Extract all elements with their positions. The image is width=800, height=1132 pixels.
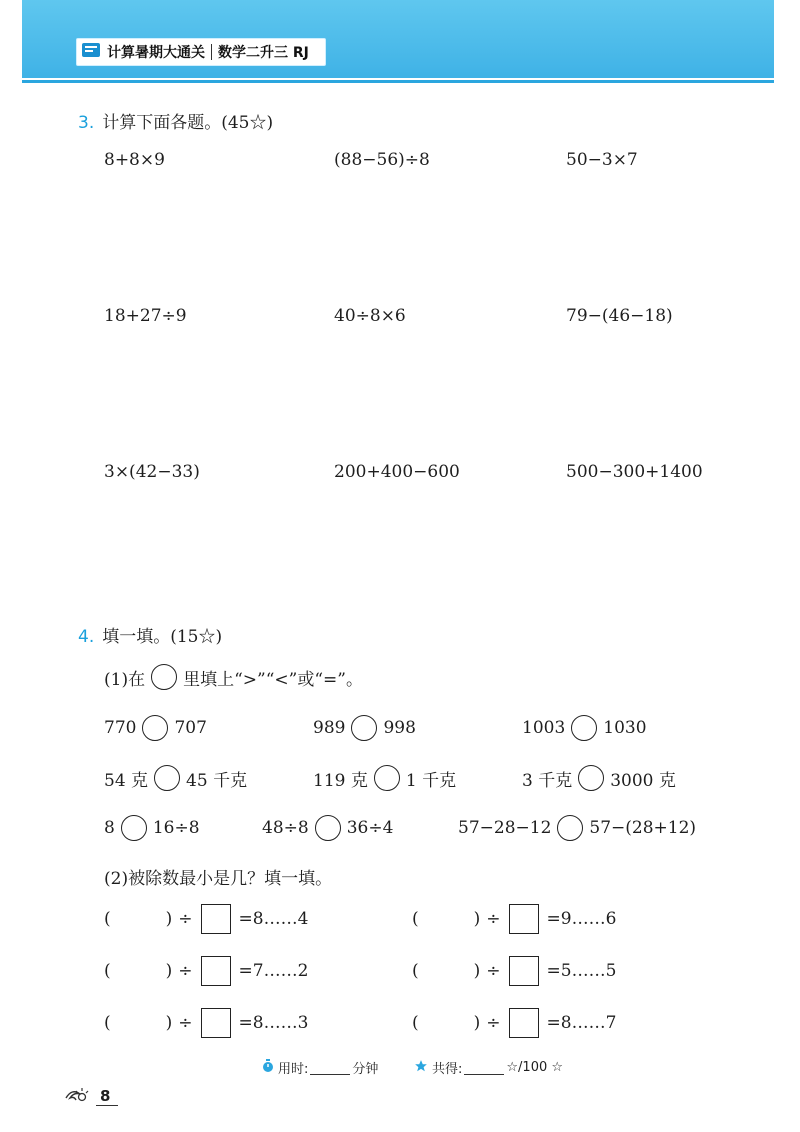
book-icon bbox=[81, 42, 101, 62]
book-title-sub: 数学二升三 RJ bbox=[218, 45, 309, 61]
score-blank[interactable] bbox=[464, 1060, 504, 1075]
division-item-2 bbox=[412, 903, 616, 935]
page-number-box bbox=[62, 1084, 118, 1108]
book-title-box bbox=[76, 38, 326, 66]
example-circle bbox=[151, 664, 177, 690]
divisor-box[interactable] bbox=[509, 1008, 539, 1038]
paren-close: ) bbox=[473, 961, 481, 981]
answer-circle[interactable] bbox=[154, 765, 180, 791]
compare-right: 57−(28+12) bbox=[589, 818, 697, 838]
compare-item-7 bbox=[104, 813, 200, 843]
compare-item-3 bbox=[522, 713, 647, 743]
score-unit: ☆/100 ☆ bbox=[506, 1060, 564, 1075]
compare-left: 8 bbox=[104, 818, 115, 838]
part-1-label-before: (1)在 bbox=[104, 669, 146, 690]
compare-right: 998 bbox=[383, 718, 416, 738]
divisor-box[interactable] bbox=[201, 904, 231, 934]
compare-right: 1030 bbox=[603, 718, 647, 738]
divide-sign: ÷ bbox=[486, 1013, 501, 1033]
time-blank[interactable] bbox=[310, 1060, 350, 1075]
time-label: 用时: bbox=[278, 1062, 309, 1077]
compare-item-5 bbox=[313, 763, 456, 793]
answer-circle[interactable] bbox=[351, 715, 377, 741]
compare-item-1 bbox=[104, 713, 207, 743]
paren-close: ) bbox=[165, 961, 173, 981]
sun-icon bbox=[62, 1084, 92, 1108]
answer-circle[interactable] bbox=[374, 765, 400, 791]
section-3-number: 3. bbox=[78, 113, 95, 133]
expression-7: 3×(42−33) bbox=[104, 462, 200, 482]
compare-left: 57−28−12 bbox=[458, 818, 552, 838]
division-result: =7……2 bbox=[238, 961, 309, 981]
paren-close: ) bbox=[165, 1013, 173, 1033]
compare-left: 3 千克 bbox=[522, 770, 573, 791]
expression-8: 200+400−600 bbox=[334, 462, 460, 482]
divisor-box[interactable] bbox=[509, 904, 539, 934]
expression-5: 40÷8×6 bbox=[334, 306, 406, 326]
part-2-instruction: (2)被除数最小是几？填一填。 bbox=[104, 868, 333, 889]
compare-right: 45 千克 bbox=[186, 770, 248, 791]
division-item-6 bbox=[412, 1007, 616, 1039]
section-4-title-text: 填一填。(15☆) bbox=[102, 627, 223, 647]
score-total bbox=[414, 1058, 563, 1077]
time-spent bbox=[262, 1058, 378, 1077]
paren-open: ( bbox=[412, 961, 419, 981]
expression-2: (88−56)÷8 bbox=[334, 150, 430, 170]
compare-item-2 bbox=[313, 713, 416, 743]
answer-circle[interactable] bbox=[142, 715, 168, 741]
paren-open: ( bbox=[104, 1013, 111, 1033]
paren-open: ( bbox=[104, 961, 111, 981]
compare-right: 16÷8 bbox=[152, 818, 200, 838]
expression-9: 500−300+1400 bbox=[566, 462, 703, 482]
answer-circle[interactable] bbox=[578, 765, 604, 791]
compare-left: 989 bbox=[313, 718, 346, 738]
section-3-title bbox=[78, 108, 273, 133]
compare-left: 1003 bbox=[522, 718, 566, 738]
title-separator bbox=[211, 44, 212, 60]
star-icon bbox=[414, 1059, 428, 1077]
answer-circle[interactable] bbox=[315, 815, 341, 841]
divisor-box[interactable] bbox=[201, 956, 231, 986]
divisor-box[interactable] bbox=[201, 1008, 231, 1038]
time-unit: 分钟 bbox=[352, 1062, 379, 1077]
paren-open: ( bbox=[412, 909, 419, 929]
division-result: =8……3 bbox=[238, 1013, 309, 1033]
expression-1: 8+8×9 bbox=[104, 150, 165, 170]
part-1-label-after: 里填上“>”“<”或“=”。 bbox=[183, 669, 363, 690]
division-item-4 bbox=[412, 955, 616, 987]
division-result: =5……5 bbox=[546, 961, 617, 981]
compare-right: 1 千克 bbox=[405, 770, 457, 791]
division-item-3 bbox=[104, 955, 308, 987]
page-number: 8 bbox=[96, 1087, 118, 1106]
paren-close: ) bbox=[473, 909, 481, 929]
expression-4: 18+27÷9 bbox=[104, 306, 187, 326]
paren-open: ( bbox=[104, 909, 111, 929]
divide-sign: ÷ bbox=[178, 909, 193, 929]
paren-close: ) bbox=[473, 1013, 481, 1033]
divide-sign: ÷ bbox=[486, 909, 501, 929]
compare-right: 36÷4 bbox=[346, 818, 394, 838]
compare-left: 54 克 bbox=[104, 770, 149, 791]
paren-open: ( bbox=[412, 1013, 419, 1033]
division-item-5 bbox=[104, 1007, 308, 1039]
expression-3: 50−3×7 bbox=[566, 150, 638, 170]
compare-left: 119 克 bbox=[313, 770, 368, 791]
compare-left: 48÷8 bbox=[262, 818, 309, 838]
section-4-number: 4. bbox=[78, 627, 95, 647]
compare-right: 3000 克 bbox=[610, 770, 676, 791]
compare-item-4 bbox=[104, 763, 247, 793]
division-result: =8……4 bbox=[238, 909, 309, 929]
division-result: =9……6 bbox=[546, 909, 617, 929]
expression-6: 79−(46−18) bbox=[566, 306, 673, 326]
clock-icon bbox=[262, 1059, 274, 1077]
answer-circle[interactable] bbox=[557, 815, 583, 841]
book-title-main: 计算暑期大通关 bbox=[107, 45, 205, 61]
section-4-title bbox=[78, 622, 222, 647]
divide-sign: ÷ bbox=[178, 961, 193, 981]
compare-item-9 bbox=[458, 813, 696, 843]
divisor-box[interactable] bbox=[509, 956, 539, 986]
divide-sign: ÷ bbox=[486, 961, 501, 981]
compare-item-6 bbox=[522, 763, 676, 793]
divide-sign: ÷ bbox=[178, 1013, 193, 1033]
compare-right: 707 bbox=[174, 718, 207, 738]
score-label: 共得: bbox=[432, 1062, 463, 1077]
division-result: =8……7 bbox=[546, 1013, 617, 1033]
compare-left: 770 bbox=[104, 718, 137, 738]
answer-circle[interactable] bbox=[571, 715, 597, 741]
division-item-1 bbox=[104, 903, 308, 935]
answer-circle[interactable] bbox=[121, 815, 147, 841]
section-3-title-text: 计算下面各题。(45☆) bbox=[102, 113, 274, 133]
header-rule bbox=[22, 80, 774, 83]
paren-close: ) bbox=[165, 909, 173, 929]
part-1-instruction bbox=[104, 662, 363, 692]
compare-item-8 bbox=[262, 813, 393, 843]
